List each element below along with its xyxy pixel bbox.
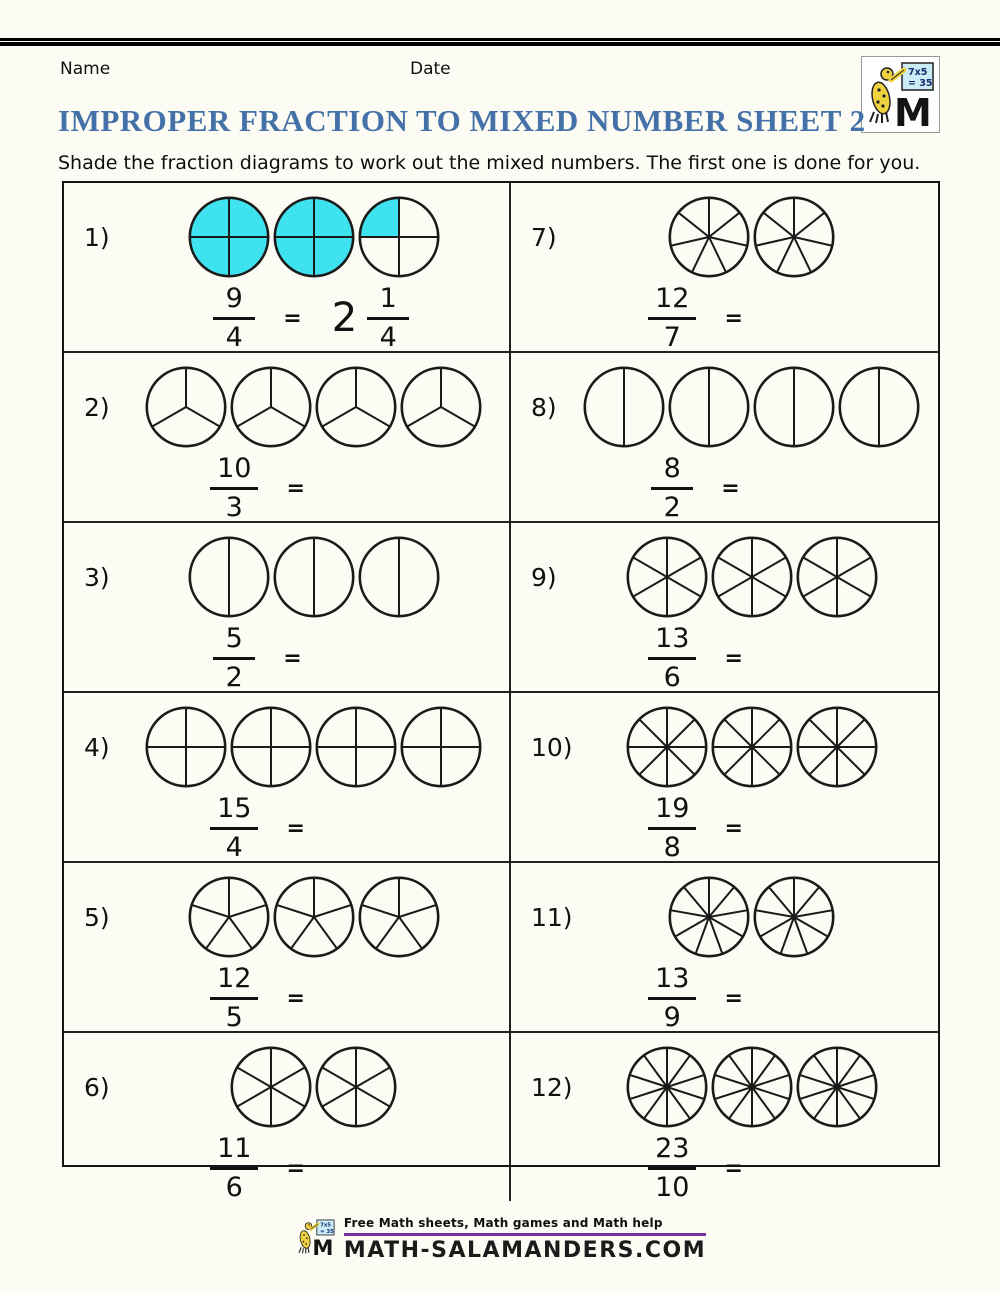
fraction xyxy=(648,1135,696,1201)
equation-row xyxy=(64,625,509,691)
fraction-circle xyxy=(187,875,271,959)
page-title: IMPROPER FRACTION TO MIXED NUMBER SHEET 2 xyxy=(58,103,866,138)
fraction-diagrams xyxy=(64,705,509,791)
fraction-diagrams xyxy=(64,1045,509,1131)
fraction-circle xyxy=(229,365,313,449)
equals-sign: = xyxy=(724,1155,743,1181)
fraction xyxy=(648,965,696,1031)
fraction-circle xyxy=(667,875,751,959)
problem-cell-8 xyxy=(511,353,938,521)
fraction-numerator: 10 xyxy=(210,455,258,490)
fraction-circle xyxy=(710,705,794,789)
fraction-numerator: 23 xyxy=(648,1135,696,1170)
svg-text:M: M xyxy=(894,91,932,133)
fraction xyxy=(210,455,258,521)
problem-cell-4 xyxy=(64,693,511,861)
fraction-circle xyxy=(357,535,441,619)
problem-number: 9) xyxy=(530,563,557,593)
fraction-circle xyxy=(667,195,751,279)
fraction-circle xyxy=(229,1045,313,1129)
equals-sign: = xyxy=(721,475,740,501)
fraction-denominator: 2 xyxy=(663,491,681,523)
equals-sign: = xyxy=(283,305,302,331)
footer-wordmark: MATH-SALAMANDERS.COM xyxy=(343,1238,707,1263)
problem-number: 4) xyxy=(84,733,110,763)
fraction-circle xyxy=(187,535,271,619)
equation-row xyxy=(64,965,509,1031)
fraction xyxy=(210,795,258,861)
equals-sign: = xyxy=(283,645,302,671)
fraction-numerator: 1 xyxy=(367,285,409,320)
footer-logo xyxy=(294,1216,338,1263)
problem-number: 12) xyxy=(530,1073,573,1103)
footer-rule xyxy=(344,1233,706,1236)
equation-row xyxy=(511,795,938,861)
svg-text:= 35: = 35 xyxy=(908,78,933,89)
fraction-numerator: 13 xyxy=(648,965,696,1000)
fraction-circle xyxy=(272,535,356,619)
mixed-number-answer xyxy=(332,285,440,351)
answer-whole-number: 2 xyxy=(331,295,358,342)
problem-number: 6) xyxy=(84,1073,110,1103)
fraction-numerator: 12 xyxy=(210,965,258,1000)
fraction-diagrams xyxy=(64,195,509,281)
fraction-circle xyxy=(272,875,356,959)
problem-number: 2) xyxy=(84,393,110,423)
fraction xyxy=(648,795,696,861)
equals-sign: = xyxy=(286,985,305,1011)
svg-text:7x5: 7x5 xyxy=(908,67,928,78)
fraction-numerator: 19 xyxy=(648,795,696,830)
fraction-circle xyxy=(752,365,836,449)
instruction-text: Shade the fraction diagrams to work out the mixed numbers. The first one is done for you. xyxy=(58,152,921,174)
equation-row xyxy=(511,455,938,521)
fraction-diagrams xyxy=(64,365,509,451)
equation-row xyxy=(64,455,509,521)
fraction-numerator: 11 xyxy=(210,1135,258,1170)
fraction-circle xyxy=(357,195,441,279)
fraction-circle xyxy=(399,705,483,789)
fraction-diagrams xyxy=(511,1045,938,1131)
problem-cell-10 xyxy=(511,693,938,861)
fraction-circle xyxy=(144,705,228,789)
problem-cell-12 xyxy=(511,1033,938,1201)
fraction-circle xyxy=(710,535,794,619)
fraction-circle xyxy=(837,365,921,449)
worksheet-row xyxy=(64,353,938,523)
fraction-circle xyxy=(229,705,313,789)
problem-cell-3 xyxy=(64,523,511,691)
equation-row xyxy=(64,285,509,351)
fraction-circle xyxy=(625,535,709,619)
equals-sign: = xyxy=(724,305,743,331)
footer-tagline: Free Math sheets, Math games and Math help xyxy=(343,1216,663,1230)
worksheet-row xyxy=(64,863,938,1033)
problems-table xyxy=(62,181,940,1203)
fraction-circle xyxy=(314,365,398,449)
problem-number: 8) xyxy=(530,393,557,423)
fraction-numerator: 12 xyxy=(648,285,696,320)
fraction-denominator: 4 xyxy=(379,321,397,353)
fraction-circle xyxy=(144,365,228,449)
fraction-numerator: 8 xyxy=(651,455,693,490)
fraction-circle xyxy=(752,195,836,279)
fraction-denominator: 8 xyxy=(663,831,681,863)
fraction-numerator: 15 xyxy=(210,795,258,830)
fraction-numerator: 5 xyxy=(213,625,255,660)
fraction xyxy=(213,625,255,691)
equals-sign: = xyxy=(286,475,305,501)
worksheet-row xyxy=(64,693,938,863)
fraction xyxy=(367,285,409,351)
problem-cell-9 xyxy=(511,523,938,691)
fraction-circle xyxy=(357,875,441,959)
fraction-denominator: 6 xyxy=(663,661,681,693)
fraction-circle xyxy=(710,1045,794,1129)
svg-text:M: M xyxy=(312,1235,334,1259)
fraction-circle xyxy=(795,705,879,789)
fraction xyxy=(213,285,255,351)
equals-sign: = xyxy=(286,815,305,841)
svg-text:7x5: 7x5 xyxy=(320,1222,331,1229)
fraction xyxy=(648,625,696,691)
fraction-diagrams xyxy=(511,365,938,451)
fraction-denominator: 3 xyxy=(225,491,243,523)
equation-row xyxy=(64,795,509,861)
fraction-circle xyxy=(625,1045,709,1129)
footer xyxy=(0,1216,1000,1263)
fraction-numerator: 13 xyxy=(648,625,696,660)
fraction-denominator: 9 xyxy=(663,1001,681,1033)
fraction-circle xyxy=(399,365,483,449)
problem-cell-1 xyxy=(64,183,511,351)
worksheet-row xyxy=(64,1033,938,1201)
equals-sign: = xyxy=(724,985,743,1011)
fraction xyxy=(210,965,258,1031)
equation-row xyxy=(511,1135,938,1201)
fraction-circle xyxy=(667,365,751,449)
fraction xyxy=(651,455,693,521)
fraction-circle xyxy=(314,1045,398,1129)
problem-number: 10) xyxy=(530,733,573,763)
fraction-circle xyxy=(625,705,709,789)
fraction-diagrams xyxy=(511,705,938,791)
fraction-circle xyxy=(795,535,879,619)
fraction-denominator: 5 xyxy=(225,1001,243,1033)
problem-number: 7) xyxy=(530,223,557,252)
fraction-diagrams xyxy=(511,875,938,961)
fraction-diagrams xyxy=(64,535,509,621)
fraction-denominator: 4 xyxy=(225,831,243,863)
problem-cell-11 xyxy=(511,863,938,1031)
fraction-circle xyxy=(272,195,356,279)
problem-number: 1) xyxy=(84,223,110,252)
fraction-circle xyxy=(752,875,836,959)
worksheet-row xyxy=(64,183,938,353)
equation-row xyxy=(511,285,938,351)
fraction-diagrams xyxy=(64,875,509,961)
fraction-circle xyxy=(187,195,271,279)
top-rule xyxy=(0,38,1000,46)
problem-cell-6 xyxy=(64,1033,511,1201)
svg-text:= 35: = 35 xyxy=(320,1228,334,1235)
equation-row xyxy=(64,1135,509,1201)
problem-cell-5 xyxy=(64,863,511,1031)
equals-sign: = xyxy=(724,815,743,841)
problem-cell-2 xyxy=(64,353,511,521)
problem-number: 11) xyxy=(530,903,573,933)
fraction-diagrams xyxy=(511,535,938,621)
fraction-diagrams xyxy=(511,195,938,281)
problem-number: 5) xyxy=(84,903,110,933)
problem-number: 3) xyxy=(84,563,110,593)
fraction-circle xyxy=(314,705,398,789)
fraction-denominator: 4 xyxy=(225,321,243,353)
fraction xyxy=(210,1135,258,1201)
equals-sign: = xyxy=(724,645,743,671)
equals-sign: = xyxy=(286,1155,305,1181)
worksheet-row xyxy=(64,523,938,693)
problem-cell-7 xyxy=(511,183,938,351)
fraction-denominator: 2 xyxy=(225,661,243,693)
equation-row xyxy=(511,625,938,691)
fraction-denominator: 6 xyxy=(225,1171,243,1203)
fraction-circle xyxy=(582,365,666,449)
name-label: Name xyxy=(60,59,111,79)
fraction-circle xyxy=(795,1045,879,1129)
equation-row xyxy=(511,965,938,1031)
date-label: Date xyxy=(410,59,451,79)
fraction-numerator: 9 xyxy=(213,285,255,320)
fraction xyxy=(648,285,696,351)
fraction-denominator: 7 xyxy=(663,321,681,353)
fraction-denominator: 10 xyxy=(655,1171,690,1203)
